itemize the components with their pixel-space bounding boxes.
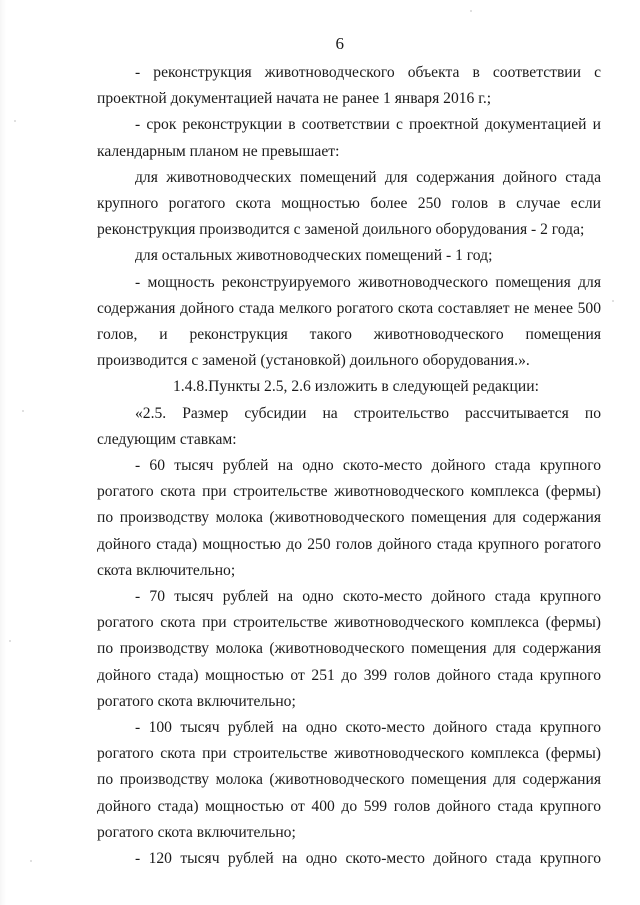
- numbered-paragraph: [97, 374, 601, 400]
- page-number: 6: [335, 34, 345, 53]
- paragraph: - реконструкция животноводческого объекта в соответствии с проектной документацией начата не ранее 1 января 2016 г.;: [97, 64, 601, 108]
- paragraph: - 60 тысяч рублей на одно ското-место дойного стада крупного рогатого скота при строительстве животноводческого комплекса (фермы) по производству молока (животноводческого помещения для содержания дойного стада) мощностью до 250 голов дойного стада крупного рогатого скота включительно;: [97, 457, 601, 579]
- document-body: [97, 60, 601, 872]
- paragraph: - 100 тысяч рублей на одно ското-место дойного стада крупного рогатого скота при строительстве животноводческого комплекса (фермы) по производству молока (животноводческого помещения для содержания дойного стада) мощностью от 400 до 599 голов дойного стада крупного рогатого скота включительно;: [97, 719, 601, 841]
- scan-speck: [22, 410, 24, 412]
- scan-speck: [30, 860, 32, 862]
- clause-number: 1.4.8.: [173, 378, 209, 396]
- paragraph: - мощность реконструируемого животноводческого помещения для содержания дойного стада мелкого рогатого скота составляет не менее 500 голов, и реконструкция такого животноводческого помещения производится с заменой (установкой) доильного оборудования.».: [97, 273, 601, 370]
- scan-speck: [470, 10, 472, 12]
- paragraph: для животноводческих помещений для содержания дойного стада крупного рогатого скота мощностью более 250 голов в случае если реконструкция производится с заменой доильного оборудования - 2 года;: [97, 168, 601, 239]
- scan-speck: [14, 120, 16, 122]
- paragraph: - 120 тысяч рублей на одно ското-место дойного стада крупного: [135, 850, 601, 868]
- scan-edge-shadow: [0, 0, 6, 905]
- paragraph: для остальных животноводческих помещений - 1 год;: [135, 247, 493, 265]
- paragraph: - срок реконструкции в соответствии с проектной документацией и календарным планом не превышает:: [97, 116, 601, 160]
- scan-speck: [612, 300, 614, 302]
- clause-text: Пункты 2.5, 2.6 изложить в следующей редакции:: [208, 378, 539, 396]
- paragraph: «2.5. Размер субсидии на строительство рассчитывается по следующим ставкам:: [97, 404, 601, 448]
- scan-speck: [9, 640, 11, 642]
- paragraph: - 70 тысяч рублей на одно ското-место дойного стада крупного рогатого скота при строительстве животноводческого комплекса (фермы) по производству молока (животноводческого помещения для содержания дойного стада) мощностью от 251 до 399 голов дойного стада крупного рогатого скота включительно;: [97, 588, 601, 710]
